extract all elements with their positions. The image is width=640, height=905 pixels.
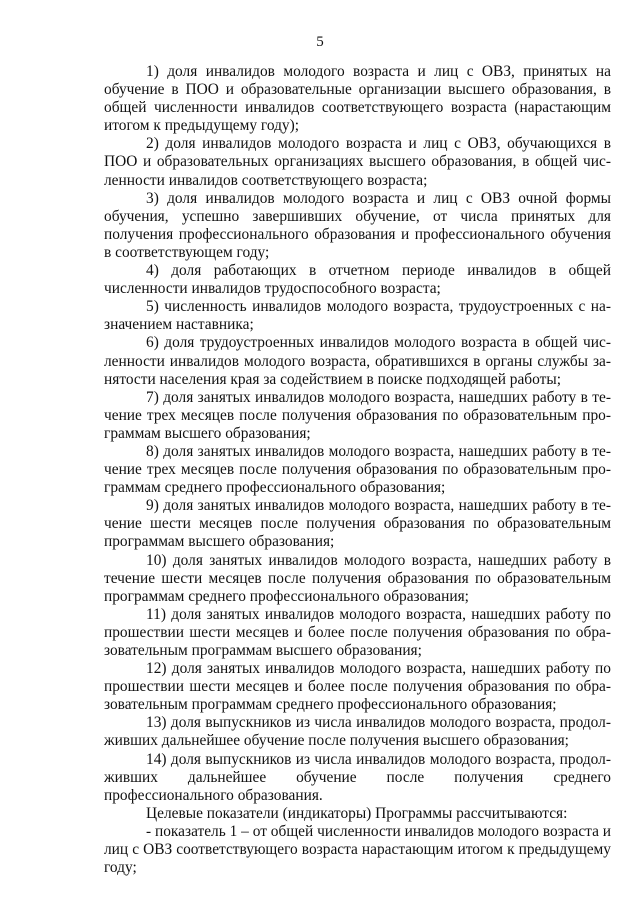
paragraph: 5) численность инвалидов молодого возраста, трудоустроенных с назначением наставника; [104,298,611,334]
paragraph: 6) доля трудоустроенных инвалидов молодого возраста в общей численности инвалидов молодого возраста, обратившихся в органы службы занятости населения края за содействием в поиске подходящей работы; [104,334,611,388]
paragraph: 4) доля работающих в отчетном периоде инвалидов в общей численности инвалидов трудоспособного возраста; [104,262,611,298]
paragraph: 8) доля занятых инвалидов молодого возраста, нашедших работу в течение трех месяцев после получения образования по образовательным программам среднего профессионального образования; [104,442,611,497]
page-number: 5 [316,34,324,50]
paragraph: 10) доля занятых инвалидов молодого возраста, нашедших работу в течение шести месяцев после получения образования по образовательным программам среднего профессионального образования; [104,551,611,605]
paragraph: 1) доля инвалидов молодого возраста и лиц с ОВЗ, принятых на обучение в ПОО и образовательные организации высшего образования, в общей численности инвалидов соответствующего возраста (нарастающим итогом к предыдущему году); [104,63,611,135]
document-body [104,63,611,877]
paragraph: 14) доля выпускников из числа инвалидов молодого возраста, продолживших дальнейшее обучение после получения среднего профессионального образования. [104,750,611,804]
paragraph: 11) доля занятых инвалидов молодого возраста, нашедших работу по прошествии шести месяцев и более после получения образования по образовательным программам высшего образования; [104,605,611,659]
paragraph: - показатель 1 – от общей численности инвалидов молодого возраста и лиц с ОВЗ соответствующего возраста нарастающим итогом к предыдущему году; [104,822,611,877]
paragraph: 7) доля занятых инвалидов молодого возраста, нашедших работу в течение трех месяцев после получения образования по образовательным программам высшего образования; [104,388,611,442]
paragraph: 2) доля инвалидов молодого возраста и лиц с ОВЗ, обучающихся в ПОО и образовательных организациях высшего образования, в общей численности инвалидов соответствующего возраста; [104,135,611,189]
paragraph: 9) доля занятых инвалидов молодого возраста, нашедших работу в течение шести месяцев после получения образования по образовательным программам высшего образования; [104,497,611,551]
paragraph: 3) доля инвалидов молодого возраста и лиц с ОВЗ очной формы обучения, успешно завершивших обучение, от числа принятых для получения профессионального образования и профессионального обучения в соответствующем году; [104,189,611,261]
paragraph: 13) доля выпускников из числа инвалидов молодого возраста, продолживших дальнейшее обучение после получения высшего образования; [104,714,611,750]
paragraph: Целевые показатели (индикаторы) Программы рассчитываются: [146,804,568,822]
paragraph: 12) доля занятых инвалидов молодого возраста, нашедших работу по прошествии шести месяцев и более после получения образования по образовательным программам среднего профессионального образования; [104,660,611,714]
